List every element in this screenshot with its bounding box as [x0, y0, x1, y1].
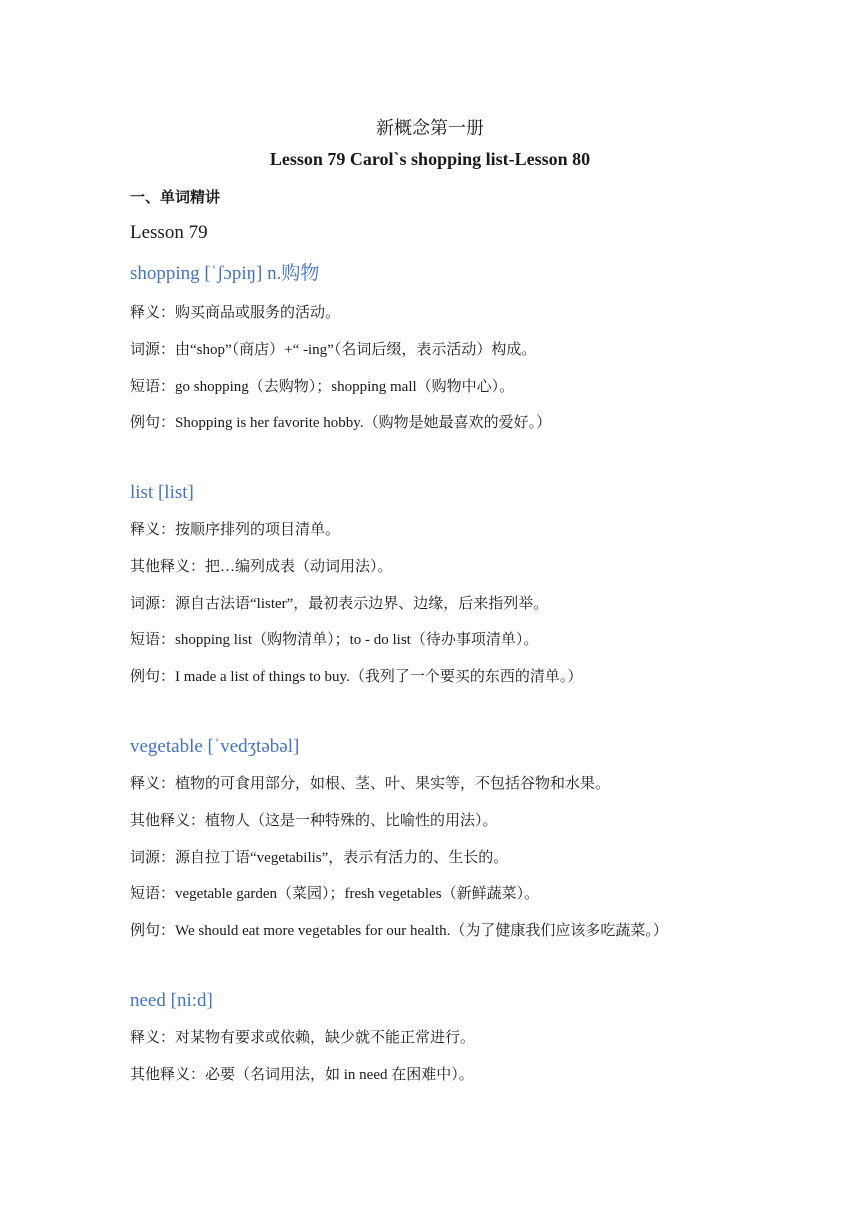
etymology-line: 词源：源自拉丁语“vegetabilis”，表示有活力的、生长的。	[130, 850, 509, 866]
lesson-subtitle: Lesson 79 Carol`s shopping list-Lesson 80	[269, 149, 591, 169]
word-heading: shopping [ˈʃɔpiŋ] n.购物	[130, 263, 320, 284]
definition-line: 释义：按顺序排列的项目清单。	[130, 522, 341, 538]
document-title: 新概念第一册	[376, 118, 484, 139]
definition-line: 释义：植物的可食用部分，如根、茎、叶、果实等，不包括谷物和水果。	[130, 776, 611, 792]
phrase-line: 短语：shopping list（购物清单）；to - do list（待办事项清单）。	[130, 632, 539, 648]
etymology-line: 词源：由“shop”（商店）+“ -ing”（名词后缀，表示活动）构成。	[130, 342, 537, 358]
etymology-line: 词源：源自古法语“lister”，最初表示边界、边缘，后来指列举。	[130, 596, 549, 612]
word-heading: list [list]	[130, 482, 194, 503]
section-heading: 一、单词精讲	[130, 188, 221, 206]
phrase-line: 短语：go shopping（去购物）；shopping mall（购物中心）。	[130, 379, 515, 395]
example-line: 例句：We should eat more vegetables for our health.（为了健康我们应该多吃蔬菜。）	[130, 923, 668, 939]
definition-line: 释义：对某物有要求或依赖，缺少就不能正常进行。	[130, 1030, 476, 1046]
phrase-line: 短语：vegetable garden（菜园）；fresh vegetables（新鲜蔬菜）。	[130, 886, 540, 902]
example-line: 例句：I made a list of things to buy.（我列了一个要买的东西的清单。）	[130, 669, 583, 685]
word-heading: need [ni:d]	[130, 990, 213, 1011]
other-definition-line: 其他释义：把…编列成表（动词用法）。	[130, 559, 393, 575]
word-heading: vegetable [ˈvedʒtəbəl]	[130, 736, 300, 757]
other-definition-line: 其他释义：植物人（这是一种特殊的、比喻性的用法）。	[130, 813, 498, 829]
other-definition-line: 其他释义：必要（名词用法，如 in need 在困难中）。	[130, 1067, 474, 1083]
example-line: 例句：Shopping is her favorite hobby.（购物是她最喜欢的爱好。）	[130, 415, 552, 431]
definition-line: 释义：购买商品或服务的活动。	[130, 305, 341, 321]
lesson-label: Lesson 79	[130, 222, 208, 243]
